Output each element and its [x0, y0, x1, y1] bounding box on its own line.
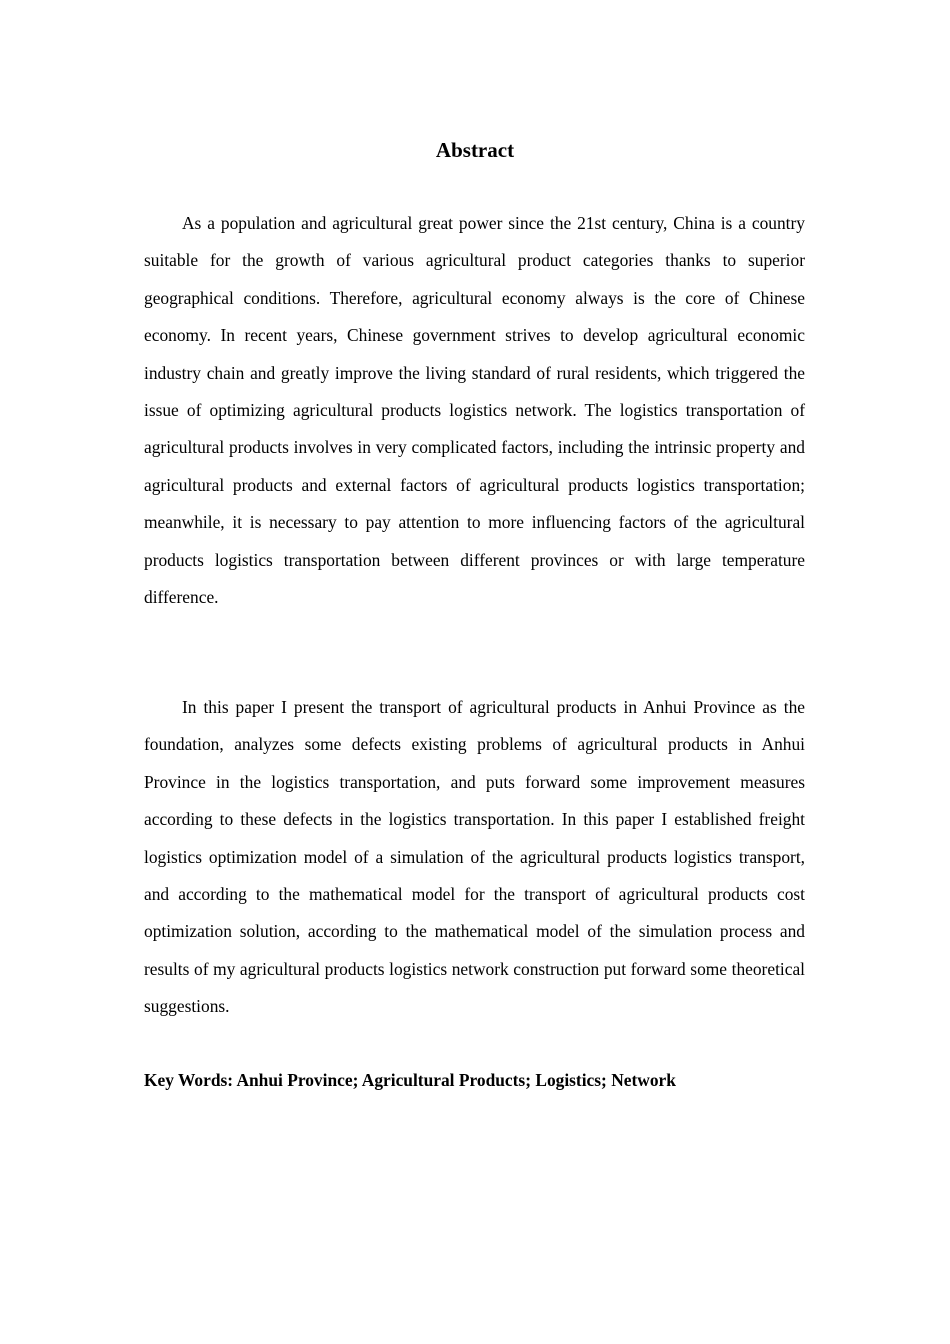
keyword-item: Agricultural Products — [361, 1070, 526, 1090]
keyword-item: Network — [611, 1070, 676, 1090]
keyword-item: Logistics — [535, 1070, 602, 1090]
keyword-item: Anhui Province — [236, 1070, 353, 1090]
abstract-title: Abstract — [435, 138, 515, 162]
keywords-line — [144, 1062, 805, 1099]
keyword-separator: ; — [601, 1070, 612, 1090]
keyword-separator: ; — [352, 1070, 362, 1090]
abstract-paragraph-1: As a population and agricultural great power since the 21st century, China is a country suitable for the growth of various agricultural product categories thanks to superior geographical conditions. Therefore, agricultural economy always is the core of Chinese economy. In recent years, Chinese government strives to develop agricultural economic industry chain and greatly improve the living standard of rural residents, which triggered the issue of optimizing agricultural products logistics network. The logistics transportation of agricultural products involves in very complicated factors, including the intrinsic property and agricultural products and external factors of agricultural products logistics transportation; meanwhile, it is necessary to pay attention to more influencing factors of the agricultural products logistics transportation between different provinces or with large temperature difference. — [144, 213, 805, 608]
abstract-paragraph-2: In this paper I present the transport of agricultural products in Anhui Province as the foundation, analyzes some defects existing problems of agricultural products in Anhui Province in the logistics transportation, and puts forward some improvement measures according to these defects in the logistics transportation. In this paper I established freight logistics optimization model of a simulation of the agricultural products logistics transport, and according to the mathematical model for the transport of agricultural products cost optimization solution, according to the mathematical model of the simulation process and results of my agricultural products logistics network construction put forward some theoretical suggestions. — [144, 697, 805, 1017]
keyword-separator: ; — [525, 1070, 536, 1090]
keywords-label: Key Words: — [144, 1070, 234, 1090]
